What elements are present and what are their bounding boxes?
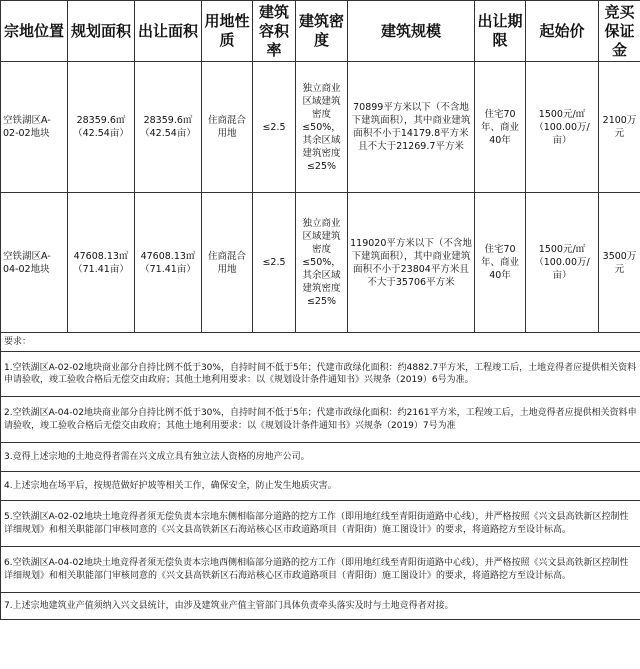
requirement-item: 6.空铁湖区A-04-02地块土地竞得者须无偿负责本宗地西侧相临部分道路的挖方工作（即用地红线至青阳街道路中心线），并严格按照《兴文县高铁新区控制性详细规划》和相关职能部门审核同意的《兴文县高铁新区石海站核心区市政道路项目（青阳街）施工图设计》的要求，将道路挖方至设计标高。	[1, 547, 640, 593]
requirement-row	[1, 593, 640, 620]
requirement-item: 1.空铁湖区A-02-02地块商业部分自持比例不低于30%，自持时间不低于5年；代建市政绿化面积：约4882.7平方米，工程竣工后，土地竞得者应提供相关资料申请验收，竣工验收合格后无偿交由政府；其他土地利用要求：以《规划设计条件通知书》兴规条（2019）6号为准。	[1, 352, 640, 397]
requirement-item: 3.竞得上述宗地的土地竞得者需在兴文成立具有独立法人资格的房地产公司。	[1, 443, 640, 472]
parcel-planned-area: 47608.13㎡（71.41亩）	[68, 193, 135, 333]
parcel-density: 独立商业区域建筑密度≤50%，其余区域建筑密度≤25%	[296, 62, 348, 193]
requirements-title: 要求：	[1, 333, 640, 352]
header-land-use: 用地性质	[202, 1, 253, 62]
header-far: 建筑容积率	[253, 1, 296, 62]
requirement-row	[1, 547, 640, 593]
parcel-land-use: 住商混合用地	[202, 193, 253, 333]
parcel-planned-area: 28359.6㎡（42.54亩）	[68, 62, 135, 193]
header-location: 宗地位置	[1, 1, 68, 62]
parcel-location: 空铁湖区A-02-02地块	[1, 62, 68, 193]
requirements-heading-row	[1, 333, 640, 352]
table-row	[1, 62, 640, 193]
parcel-term: 住宅70年、商业40年	[475, 193, 526, 333]
parcel-term: 住宅70年、商业40年	[475, 62, 526, 193]
requirement-row	[1, 397, 640, 443]
parcel-transfer-area: 28359.6㎡（42.54亩）	[135, 62, 202, 193]
parcel-start-price: 1500元/㎡（100.00万/亩）	[526, 193, 599, 333]
header-start-price: 起始价	[526, 1, 599, 62]
parcel-far: ≤2.5	[253, 62, 296, 193]
header-density: 建筑密度	[296, 1, 348, 62]
requirement-row	[1, 352, 640, 397]
header-row	[1, 1, 640, 62]
header-planned-area: 规划面积	[68, 1, 135, 62]
parcel-transfer-area: 47608.13㎡（71.41亩）	[135, 193, 202, 333]
parcel-far: ≤2.5	[253, 193, 296, 333]
parcel-scale: 70899平方米以下（不含地下建筑面积），其中商业建筑面积不小于14179.8平方米且不大于21269.7平方米	[348, 62, 475, 193]
parcel-deposit: 3500万元	[599, 193, 640, 333]
parcel-scale: 119020平方米以下（不含地下建筑面积），其中商业建筑面积不小于23804平方米且不大于35706平方米	[348, 193, 475, 333]
table-row	[1, 193, 640, 333]
header-transfer-area: 出让面积	[135, 1, 202, 62]
requirement-item: 5.空铁湖区A-02-02地块土地竞得者须无偿负责本宗地东侧相临部分道路的挖方工作（即用地红线至青阳街道路中心线），并严格按照《兴文县高铁新区控制性详细规划》和相关职能部门审核同意的《兴文县高铁新区石海站核心区市政道路项目（青阳街）施工图设计》的要求，将道路挖方至设计标高。	[1, 501, 640, 547]
parcel-density: 独立商业区域建筑密度≤50%，其余区域建筑密度≤25%	[296, 193, 348, 333]
requirement-row	[1, 443, 640, 472]
parcel-deposit: 2100万元	[599, 62, 640, 193]
header-term: 出让期限	[475, 1, 526, 62]
header-deposit: 竞买保证金	[599, 1, 640, 62]
parcel-start-price: 1500元/㎡（100.00万/亩）	[526, 62, 599, 193]
requirement-item: 4.上述宗地在场平后，按规范做好护坡等相关工作，确保安全，防止发生地质灾害。	[1, 472, 640, 501]
requirement-item: 2.空铁湖区A-04-02地块商业部分自持比例不低于30%，自持时间不低于5年；代建市政绿化面积：约2161平方米，工程竣工后，土地竞得者应提供相关资料申请验收，竣工验收合格后无偿交由政府；其他土地利用要求：以《规划设计条件通知书》兴规条（2019）7号为准	[1, 397, 640, 443]
parcel-land-use: 住商混合用地	[202, 62, 253, 193]
parcel-location: 空铁湖区A-04-02地块	[1, 193, 68, 333]
requirement-item: 7.上述宗地建筑业产值须纳入兴文县统计，由涉及建筑业产值主管部门具体负责牵头落实及时与土地竞得者对接。	[1, 593, 640, 620]
requirement-row	[1, 501, 640, 547]
requirement-row	[1, 472, 640, 501]
header-scale: 建筑规模	[348, 1, 475, 62]
